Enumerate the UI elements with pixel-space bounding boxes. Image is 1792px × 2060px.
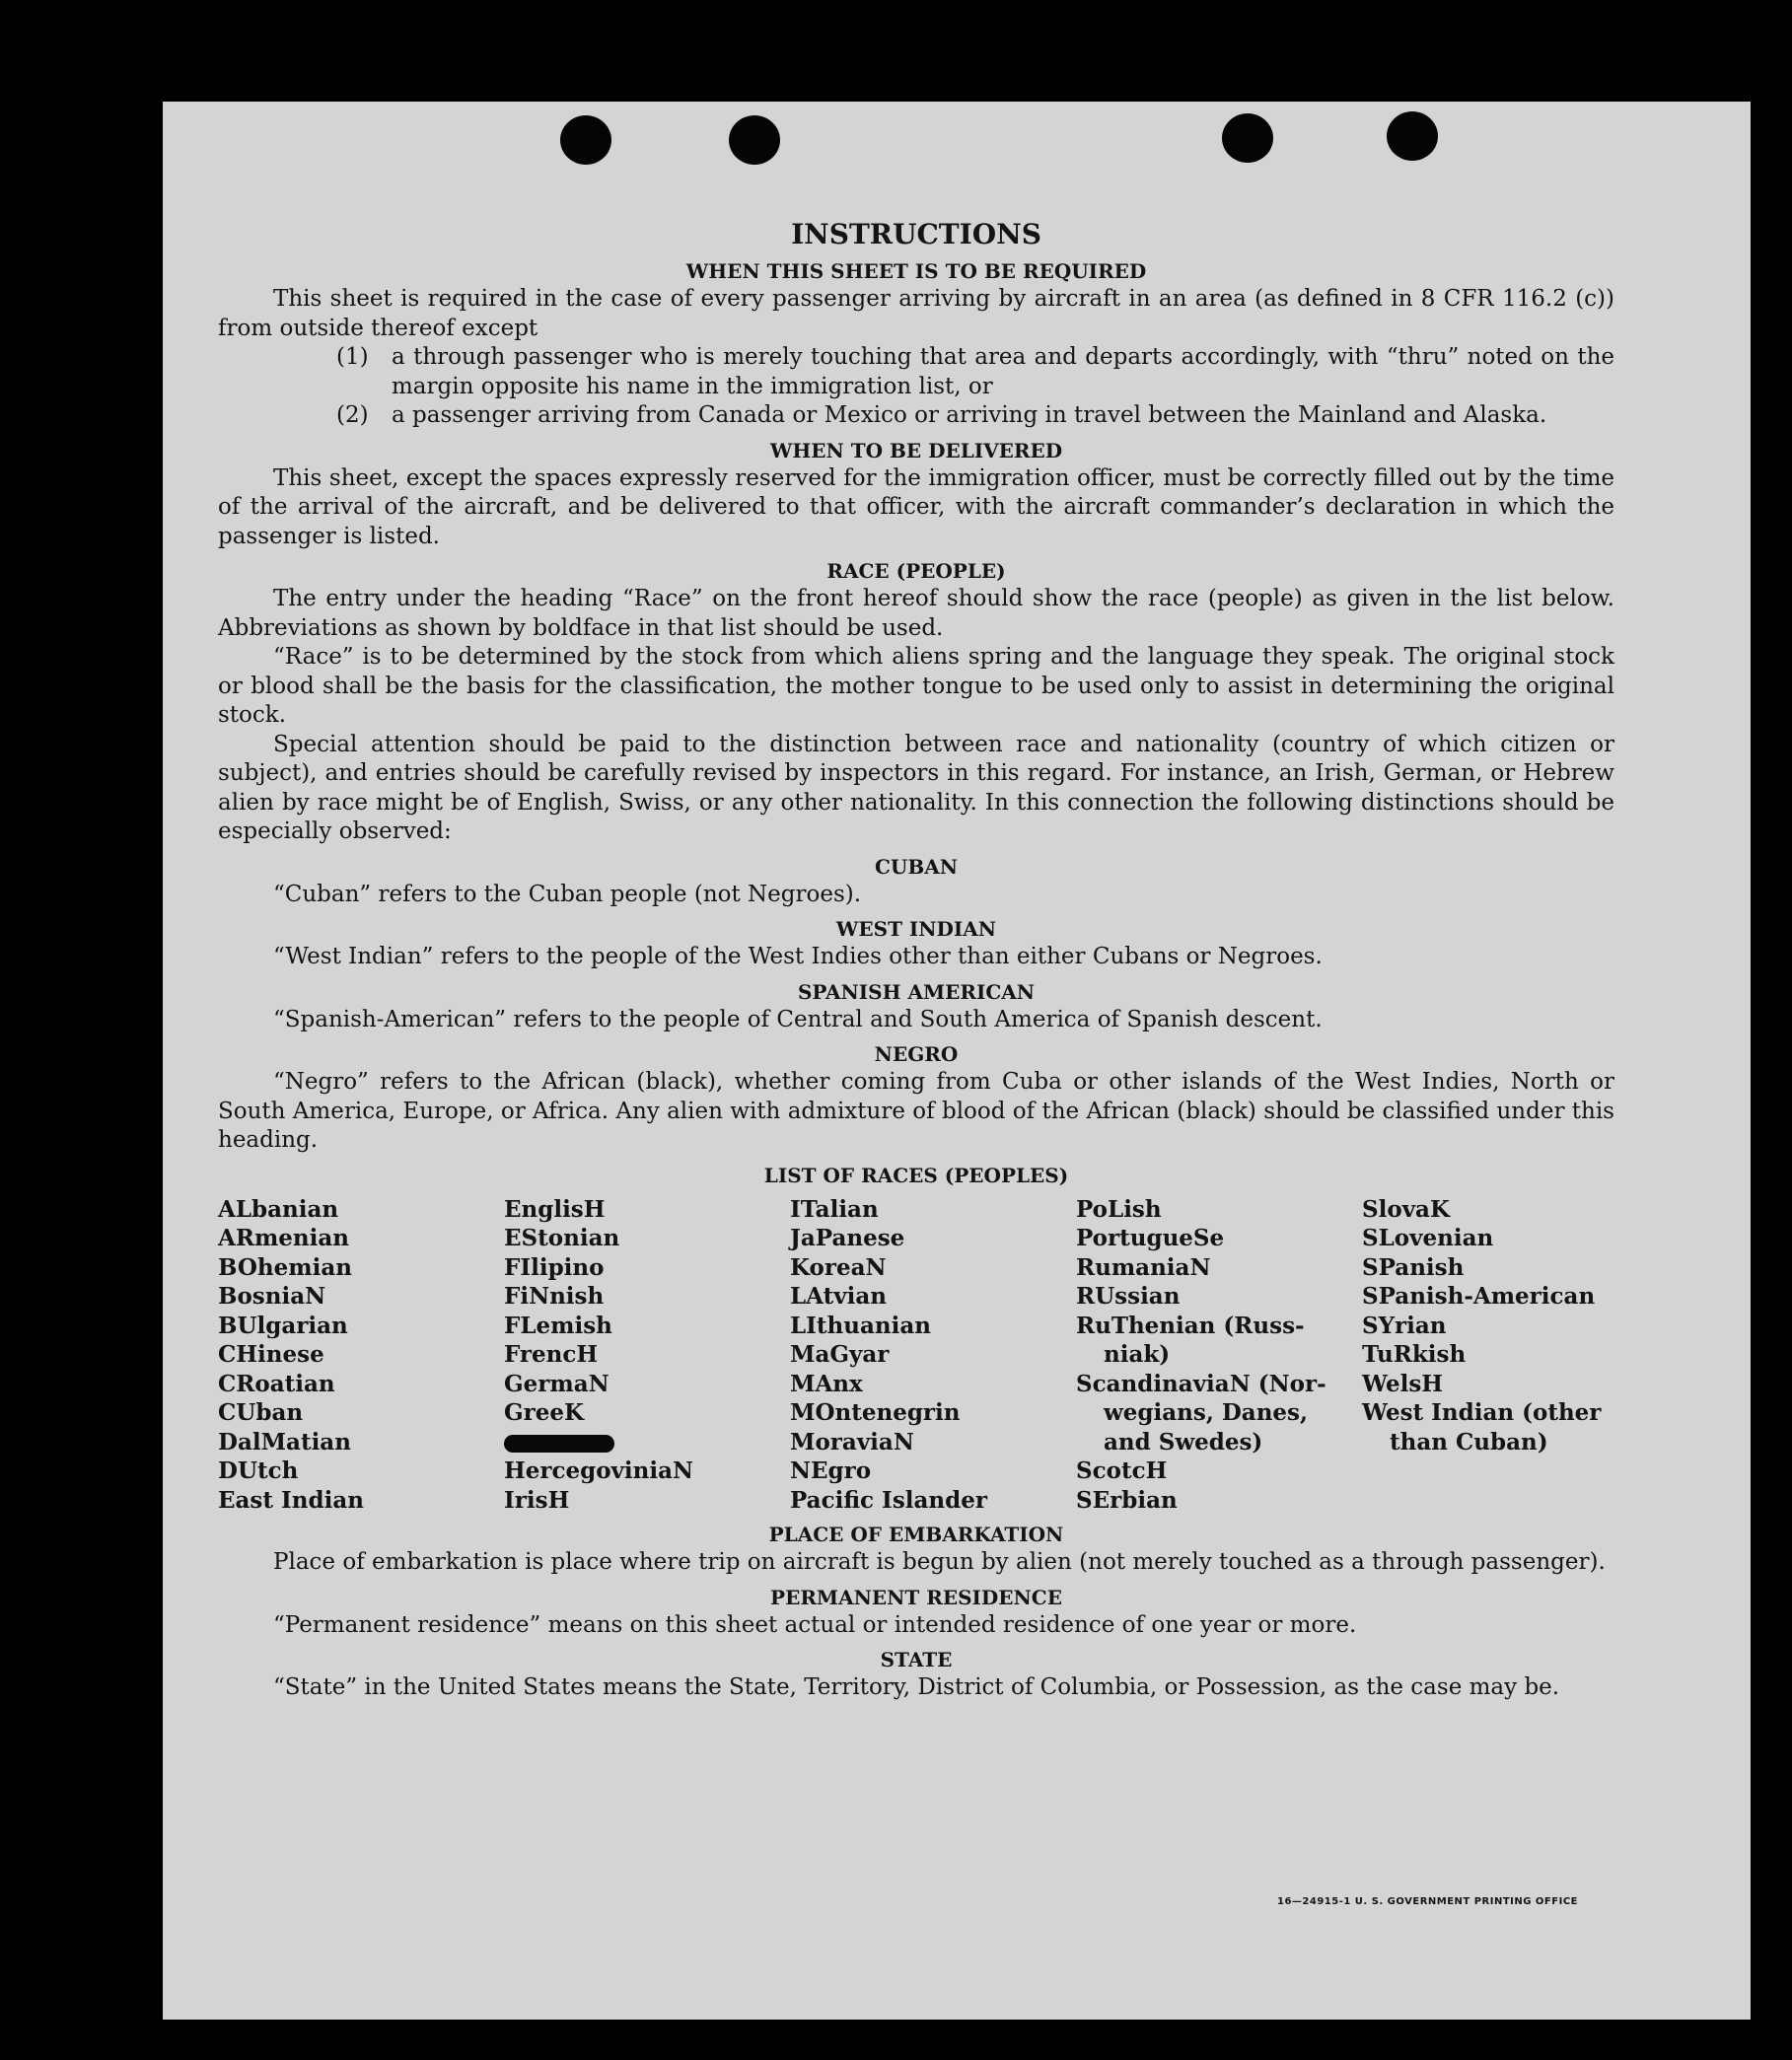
race-item: LIthuanian <box>790 1312 931 1339</box>
race-item: GreeK <box>504 1399 585 1426</box>
document-sheet <box>163 102 1751 2020</box>
section-heading: STATE <box>880 1648 953 1671</box>
section-heading: NEGRO <box>874 1042 959 1066</box>
race-item: CRoatian <box>218 1370 335 1397</box>
race-item: MOntenegrin <box>790 1399 961 1426</box>
race-item: BUlgarian <box>218 1312 348 1339</box>
item-number: (1) <box>336 344 369 370</box>
item-text: a through passenger who is merely touching that area and departs accordingly, with “thru” noted on the margin opposite his name in the immigration list, or <box>392 344 1614 399</box>
race-item: East Indian <box>218 1486 364 1514</box>
race-item: WelsH <box>1362 1370 1444 1397</box>
punch-hole <box>560 115 611 165</box>
race-item: BosniaN <box>218 1283 326 1310</box>
required-intro: This sheet is required in the case of every passenger arriving by aircraft in an area (as defined in 8 CFR 116.2 (c)) from outside thereof except <box>218 286 1614 341</box>
race-item: MAnx <box>790 1370 863 1397</box>
race-paragraph: Special attention should be paid to the distinction between race and nationality (country of which citizen or subject), and entries should be carefully revised by inspectors in this regard. For instance, an Irish, German, or Hebrew alien by race might be of English, Swiss, or any other nationality. In this connection the following distinctions should be especially observed: <box>218 731 1614 844</box>
west-indian-text: “West Indian” refers to the people of the West Indies other than either Cubans or Negroes. <box>273 944 1323 969</box>
race-item: MaGyar <box>790 1341 890 1368</box>
race-item-continued: niak) <box>1104 1341 1171 1368</box>
race-item: RUssian <box>1076 1283 1181 1310</box>
punch-hole <box>729 115 780 165</box>
residence-text: “Permanent residence” means on this sheet actual or intended residence of one year or more. <box>273 1611 1357 1638</box>
race-item: DUtch <box>218 1457 299 1484</box>
race-item: ScotcH <box>1076 1457 1168 1484</box>
race-item: NEgro <box>790 1457 872 1484</box>
section-heading: WEST INDIAN <box>835 917 997 941</box>
race-item: SErbian <box>1076 1486 1178 1514</box>
embarkation-text: Place of embarkation is place where trip on aircraft is begun by alien (not merely touched as a through passenger). <box>273 1549 1606 1575</box>
race-item: TuRkish <box>1362 1341 1467 1368</box>
race-item: ALbanian <box>218 1195 339 1223</box>
list-item <box>218 343 1614 401</box>
race-item: RuThenian (Russ- <box>1076 1312 1305 1339</box>
race-item: FLemish <box>504 1312 612 1339</box>
race-item: SPanish-American <box>1362 1283 1596 1310</box>
item-number: (2) <box>336 402 369 428</box>
races-column-4 <box>1076 1195 1362 1516</box>
race-item-continued: than Cuban) <box>1390 1428 1548 1456</box>
races-column-5 <box>1362 1195 1614 1516</box>
race-item: ITalian <box>790 1195 879 1223</box>
race-item: HercegoviniaN <box>504 1457 694 1484</box>
races-column-3 <box>790 1195 1076 1516</box>
race-item: SLovenian <box>1362 1225 1494 1251</box>
section-heading: RACE (PEOPLE) <box>826 559 1006 583</box>
races-column-1 <box>218 1195 504 1516</box>
race-item-continued: wegians, Danes, <box>1104 1399 1308 1426</box>
race-item: DalMatian <box>218 1428 351 1456</box>
section-heading: PERMANENT RESIDENCE <box>770 1585 1062 1609</box>
section-heading: WHEN THIS SHEET IS TO BE REQUIRED <box>685 259 1147 283</box>
race-item: ARmenian <box>218 1225 350 1251</box>
instructions-content <box>218 218 1614 1703</box>
races-list <box>218 1195 1614 1516</box>
race-item: KoreaN <box>790 1253 887 1281</box>
section-heading: SPANISH AMERICAN <box>797 979 1036 1004</box>
race-item: EStonian <box>504 1225 620 1251</box>
section-heading: LIST OF RACES (PEOPLES) <box>763 1163 1069 1187</box>
race-item: LAtvian <box>790 1283 887 1310</box>
state-text: “State” in the United States means the State, Territory, District of Columbia, or Possession, as the case may be. <box>273 1674 1560 1700</box>
race-item: GermaN <box>504 1370 609 1397</box>
race-item-redacted <box>504 1428 790 1457</box>
races-column-2 <box>504 1195 790 1516</box>
race-item: PortugueSe <box>1076 1225 1225 1251</box>
cuban-text: “Cuban” refers to the Cuban people (not Negroes). <box>273 881 862 907</box>
spanish-american-text: “Spanish-American” refers to the people of Central and South America of Spanish descent. <box>273 1006 1323 1032</box>
race-item: ScandinaviaN (Nor- <box>1076 1370 1326 1397</box>
list-item <box>218 401 1614 431</box>
race-paragraph: “Race” is to be determined by the stock from which aliens spring and the language they speak. The original stock or blood shall be the basis for the classification, the mother tongue to be used only to assist in determining the original stock. <box>218 644 1614 728</box>
printing-office-footer: 16—24915-1 U. S. GOVERNMENT PRINTING OFFICE <box>1277 1896 1578 1907</box>
punch-hole <box>1387 111 1438 161</box>
negro-text: “Negro” refers to the African (black), whether coming from Cuba or other islands of the West Indies, North or South America, Europe, or Africa. Any alien with admixture of blood of the African (black) should be classified under this heading. <box>218 1069 1614 1153</box>
race-item: SPanish <box>1362 1253 1465 1281</box>
race-item: SYrian <box>1362 1312 1447 1339</box>
race-item: FrencH <box>504 1341 599 1368</box>
race-item: MoraviaN <box>790 1428 914 1456</box>
race-item: BOhemian <box>218 1253 352 1281</box>
race-item: CHinese <box>218 1341 324 1368</box>
redaction-mark <box>504 1435 614 1453</box>
item-text: a passenger arriving from Canada or Mexico or arriving in travel between the Mainland and Alaska. <box>392 402 1547 428</box>
race-paragraph: The entry under the heading “Race” on the front hereof should show the race (people) as given in the list below. Abbreviations as shown by boldface in that list should be used. <box>218 586 1614 641</box>
section-heading: CUBAN <box>874 854 959 879</box>
race-item: IrisH <box>504 1486 570 1514</box>
race-item: FIlipino <box>504 1253 605 1281</box>
race-item: JaPanese <box>790 1225 905 1251</box>
race-item: Pacific Islander <box>790 1486 987 1514</box>
punch-hole <box>1222 113 1273 163</box>
race-item: FiNnish <box>504 1283 605 1310</box>
page-title: INSTRUCTIONS <box>791 218 1041 250</box>
race-item: EnglisH <box>504 1195 606 1223</box>
section-heading: PLACE OF EMBARKATION <box>768 1523 1064 1546</box>
section-heading: WHEN TO BE DELIVERED <box>769 438 1063 462</box>
race-item: CUban <box>218 1399 304 1426</box>
race-item: SlovaK <box>1362 1195 1450 1223</box>
race-item: PoLish <box>1076 1195 1162 1223</box>
delivered-text: This sheet, except the spaces expressly reserved for the immigration officer, must be correctly filled out by the time of the arrival of the aircraft, and be delivered to that officer, with the aircraft commander’s declaration in which the passenger is listed. <box>218 464 1614 549</box>
race-item-continued: and Swedes) <box>1104 1428 1263 1456</box>
race-item: West Indian (other <box>1362 1399 1602 1426</box>
race-item: RumaniaN <box>1076 1253 1211 1281</box>
